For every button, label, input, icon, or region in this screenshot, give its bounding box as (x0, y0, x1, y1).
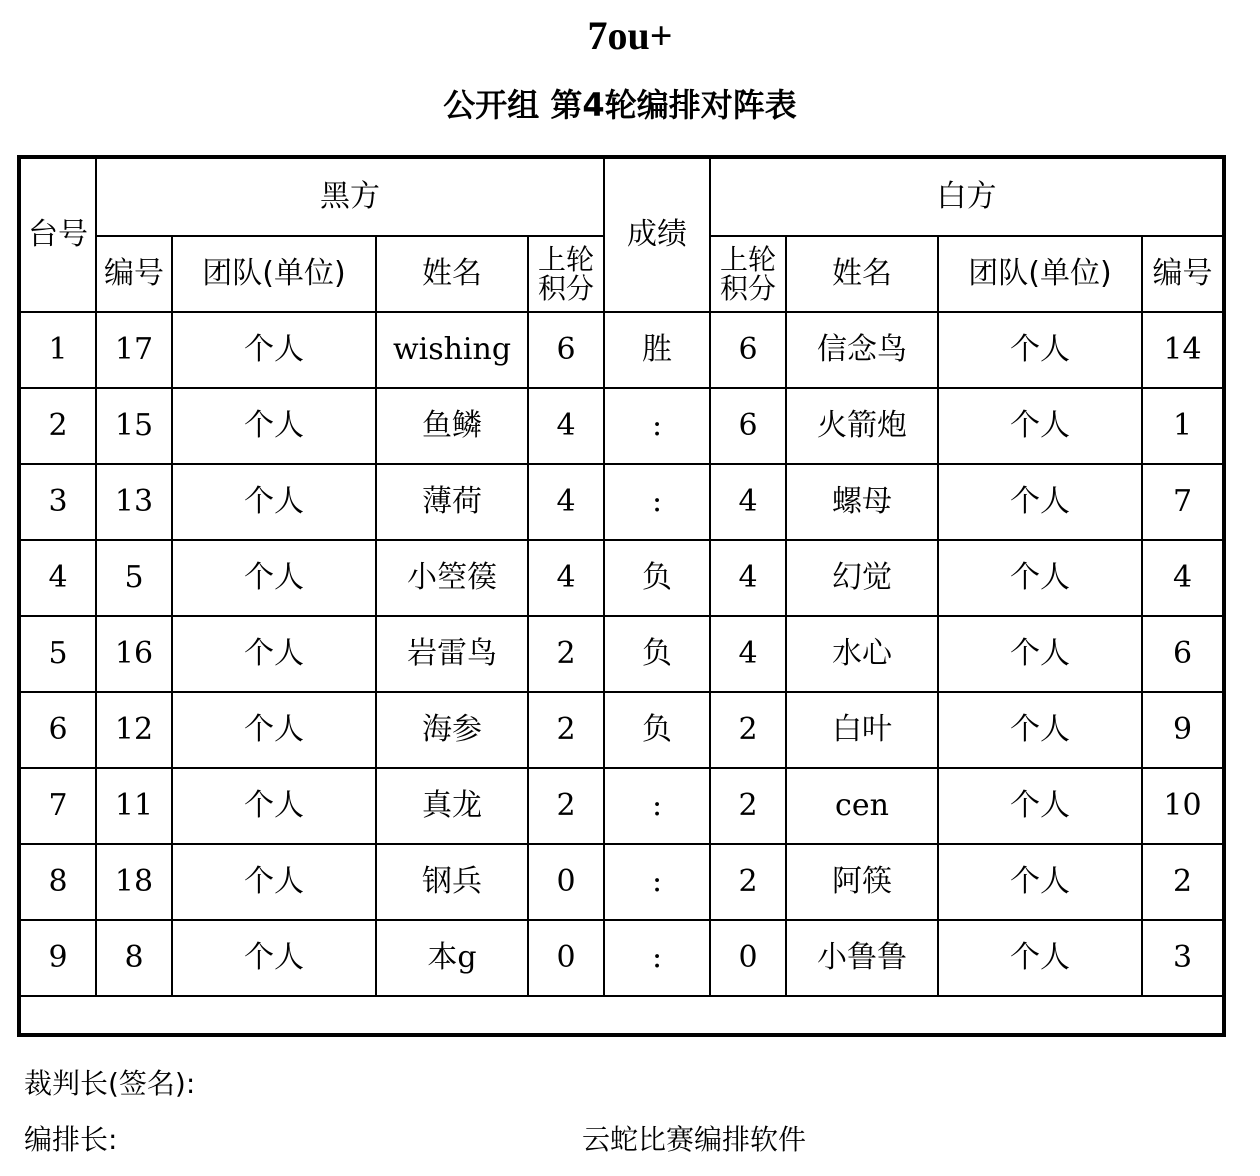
header-white-prev-score (710, 236, 786, 312)
table-row (19, 312, 1224, 388)
header-black-name: 姓名 (376, 236, 528, 312)
header-prev-score-line2: 积分 (537, 272, 594, 305)
table-row (19, 920, 1224, 996)
cell-black-number: 8 (96, 920, 172, 996)
cell-black-team: 个人 (172, 312, 376, 388)
header-white-name: 姓名 (786, 236, 938, 312)
cell-table-no: 7 (19, 768, 96, 844)
header-prev-score-line1: 上轮 (719, 242, 776, 276)
cell-white-team: 个人 (938, 920, 1142, 996)
cell-white-number: 14 (1142, 312, 1224, 388)
cell-white-team: 个人 (938, 616, 1142, 692)
cell-white-team: 个人 (938, 388, 1142, 464)
cell-white-prev-score: 0 (710, 920, 786, 996)
blank-cell (19, 996, 1224, 1035)
header-black-team: 团队(单位) (172, 236, 376, 312)
header-white: 白方 (710, 157, 1224, 236)
cell-white-prev-score: 4 (710, 616, 786, 692)
header-black-prev-score (528, 236, 604, 312)
cell-black-prev-score: 4 (528, 540, 604, 616)
header-black-number: 编号 (96, 236, 172, 312)
cell-black-name: wishing (376, 312, 528, 388)
cell-white-prev-score: 2 (710, 768, 786, 844)
cell-black-team: 个人 (172, 768, 376, 844)
header-prev-score-line2: 积分 (719, 272, 776, 305)
cell-table-no: 9 (19, 920, 96, 996)
cell-white-team: 个人 (938, 768, 1142, 844)
cell-black-team: 个人 (172, 464, 376, 540)
cell-black-name: 本g (376, 920, 528, 996)
cell-black-team: 个人 (172, 844, 376, 920)
chief-referee-signature: 裁判长(签名): (24, 1067, 196, 1100)
header-table-no: 台号 (19, 157, 96, 312)
cell-black-number: 18 (96, 844, 172, 920)
cell-black-prev-score: 0 (528, 844, 604, 920)
cell-white-team: 个人 (938, 312, 1142, 388)
cell-black-number: 13 (96, 464, 172, 540)
cell-white-team: 个人 (938, 540, 1142, 616)
header-prev-score-line1: 上轮 (537, 242, 594, 276)
cell-result: 胜 (604, 312, 710, 388)
header-black: 黑方 (96, 157, 604, 236)
cell-white-team: 个人 (938, 844, 1142, 920)
cell-black-team: 个人 (172, 920, 376, 996)
software-credit: 云蛇比赛编排软件 (582, 1123, 807, 1156)
cell-black-number: 15 (96, 388, 172, 464)
cell-result: : (604, 920, 710, 996)
cell-white-team: 个人 (938, 692, 1142, 768)
cell-black-team: 个人 (172, 540, 376, 616)
cell-white-name: 水心 (786, 616, 938, 692)
cell-result: 负 (604, 540, 710, 616)
header-result: 成绩 (604, 157, 710, 312)
cell-white-prev-score: 6 (710, 388, 786, 464)
cell-white-name: 信念鸟 (786, 312, 938, 388)
cell-table-no: 3 (19, 464, 96, 540)
cell-white-name: cen (786, 768, 938, 844)
table-row (19, 616, 1224, 692)
cell-table-no: 6 (19, 692, 96, 768)
cell-black-name: 岩雷鸟 (376, 616, 528, 692)
cell-white-number: 6 (1142, 616, 1224, 692)
cell-black-team: 个人 (172, 388, 376, 464)
cell-white-number: 10 (1142, 768, 1224, 844)
cell-black-prev-score: 2 (528, 616, 604, 692)
header-white-team: 团队(单位) (938, 236, 1142, 312)
cell-white-name: 螺母 (786, 464, 938, 540)
cell-black-number: 16 (96, 616, 172, 692)
cell-black-name: 海参 (376, 692, 528, 768)
cell-black-team: 个人 (172, 616, 376, 692)
cell-white-name: 幻觉 (786, 540, 938, 616)
cell-white-team: 个人 (938, 464, 1142, 540)
cell-black-name: 鱼鳞 (376, 388, 528, 464)
cell-result: : (604, 844, 710, 920)
cell-black-name: 薄荷 (376, 464, 528, 540)
table-row (19, 464, 1224, 540)
cell-table-no: 8 (19, 844, 96, 920)
table-row (19, 388, 1224, 464)
cell-result: 负 (604, 692, 710, 768)
cell-table-no: 2 (19, 388, 96, 464)
cell-white-prev-score: 6 (710, 312, 786, 388)
cell-result: : (604, 768, 710, 844)
cell-black-prev-score: 4 (528, 388, 604, 464)
cell-white-prev-score: 4 (710, 540, 786, 616)
cell-white-number: 9 (1142, 692, 1224, 768)
arranger-label: 编排长: (24, 1123, 118, 1156)
cell-black-team: 个人 (172, 692, 376, 768)
cell-white-number: 3 (1142, 920, 1224, 996)
cell-black-prev-score: 2 (528, 692, 604, 768)
table-row (19, 692, 1224, 768)
table-row (19, 540, 1224, 616)
cell-result: 负 (604, 616, 710, 692)
cell-black-prev-score: 6 (528, 312, 604, 388)
cell-white-name: 火箭炮 (786, 388, 938, 464)
cell-white-name: 阿筷 (786, 844, 938, 920)
table-row (19, 844, 1224, 920)
cell-white-name: 白叶 (786, 692, 938, 768)
cell-table-no: 5 (19, 616, 96, 692)
cell-white-number: 7 (1142, 464, 1224, 540)
pairing-table (17, 155, 1226, 1037)
cell-black-name: 小箜篌 (376, 540, 528, 616)
cell-white-prev-score: 4 (710, 464, 786, 540)
cell-white-number: 2 (1142, 844, 1224, 920)
cell-white-prev-score: 2 (710, 692, 786, 768)
cell-black-prev-score: 2 (528, 768, 604, 844)
table-row (19, 768, 1224, 844)
cell-black-prev-score: 4 (528, 464, 604, 540)
cell-black-number: 5 (96, 540, 172, 616)
cell-black-prev-score: 0 (528, 920, 604, 996)
cell-black-number: 11 (96, 768, 172, 844)
cell-white-prev-score: 2 (710, 844, 786, 920)
cell-black-number: 12 (96, 692, 172, 768)
header-white-number: 编号 (1142, 236, 1224, 312)
cell-black-number: 17 (96, 312, 172, 388)
cell-black-name: 钢兵 (376, 844, 528, 920)
cell-result: : (604, 464, 710, 540)
table-blank-row (19, 996, 1224, 1035)
cell-white-name: 小鲁鲁 (786, 920, 938, 996)
document-title: 7ou+ (587, 13, 673, 58)
cell-table-no: 4 (19, 540, 96, 616)
cell-black-name: 真龙 (376, 768, 528, 844)
cell-table-no: 1 (19, 312, 96, 388)
cell-white-number: 4 (1142, 540, 1224, 616)
cell-white-number: 1 (1142, 388, 1224, 464)
cell-result: : (604, 388, 710, 464)
document-subtitle: 公开组 第4轮编排对阵表 (443, 86, 797, 124)
